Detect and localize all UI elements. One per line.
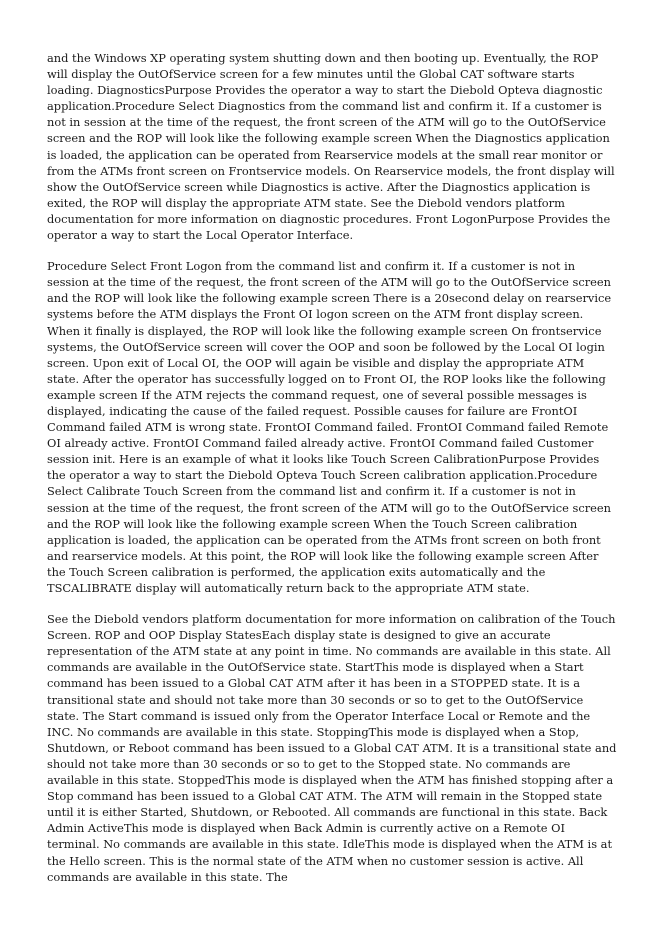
paragraph-diagnostics: and the Windows XP operating system shutting down and then booting up. Eventually, the ROP will display the OutOfService screen for a few minutes until the Global CAT software starts loading. DiagnosticsPurpose Provides the operator a way to start the Diebold Opteva diagnostic application.Procedure Select Diagnostics from the command list and confirm it. If a customer is not in session at the time of the request, the front screen of the ATM will go to the OutOfService screen and the ROP will look like the following example screen When the Diagnostics application is loaded, the application can be operated from Rearservice models at the small rear monitor or from the ATMs front screen on Frontservice models. On Rearservice models, the front display will show the OutOfService screen while Diagnostics is active. After the Diagnostics application is exited, the ROP will display the appropriate ATM state. See the Diebold vendors platform documentation for more information on diagnostic procedures. Front LogonPurpose Provides the operator a way to start the Local Operator Interface. (47, 51, 615, 243)
paragraph-display-states: See the Diebold vendors platform documentation for more information on calibration of the Touch Screen. ROP and OOP Display StatesEach display state is designed to give an accurate representation of the ATM state at any point in time. No commands are available in this state. All commands are available in the OutOfService state. StartThis mode is displayed when a Start command has been issued to a Global CAT ATM after it has been in a STOPPED state. It is a transitional state and should not take more than 30 seconds or so to get to the OutOfService state. The Start command is issued only from the Operator Interface Local or Remote and the INC. No commands are available in this state. StoppingThis mode is displayed when a Stop, Shutdown, or Reboot command has been issued to a Global CAT ATM. It is a transitional state and should not take more than 30 seconds or so to get to the Stopped state. No commands are available in this state. StoppedThis mode is displayed when the ATM has finished stopping after a Stop command has been issued to a Global CAT ATM. The ATM will remain in the Stopped state until it is either Started, Shutdown, or Rebooted. All commands are functional in this state. Back Admin ActiveThis mode is displayed when Back Admin is currently active on a Remote OI terminal. No commands are available in this state. IdleThis mode is displayed when the ATM is at the Hello screen. This is the normal state of the ATM when no customer session is active. All commands are available in this state. The (47, 612, 617, 884)
paragraph-front-logon: Procedure Select Front Logon from the command list and confirm it. If a customer is not in session at the time of the request, the front screen of the ATM will go to the OutOfService screen and the ROP will look like the following example screen There is a 20second delay on rearservice systems before the ATM displays the Front OI logon screen on the ATM front display screen. When it finally is displayed, the ROP will look like the following example screen On frontservice systems, the OutOfService screen will cover the OOP and soon be followed by the Local OI login screen. Upon exit of Local OI, the OOP will again be visible and display the appropriate ATM state. After the operator has successfully logged on to Front OI, the ROP looks like the following example screen If the ATM rejects the command request, one of several possible messages is displayed, indicating the cause of the failed request. Possible causes for failure are FrontOI Command failed ATM is wrong state. FrontOI Command failed. FrontOI Command failed Remote OI already active. FrontOI Command failed already active. FrontOI Command failed Customer session init. Here is an example of what it looks like Touch Screen CalibrationPurpose Provides the operator a way to start the Diebold Opteva Touch Screen calibration application.Procedure Select Calibrate Touch Screen from the command list and confirm it. If a customer is not in session at the time of the request, the front screen of the ATM will go to the OutOfService screen and the ROP will look like the following example screen When the Touch Screen calibration application is loaded, the application can be operated from the ATMs front screen on both front and rearservice models. At this point, the ROP will look like the following example screen After the Touch Screen calibration is performed, the application exits automatically and the TSCALIBRATE display will automatically return back to the appropriate ATM state. (47, 259, 612, 595)
document-page (47, 50, 617, 900)
